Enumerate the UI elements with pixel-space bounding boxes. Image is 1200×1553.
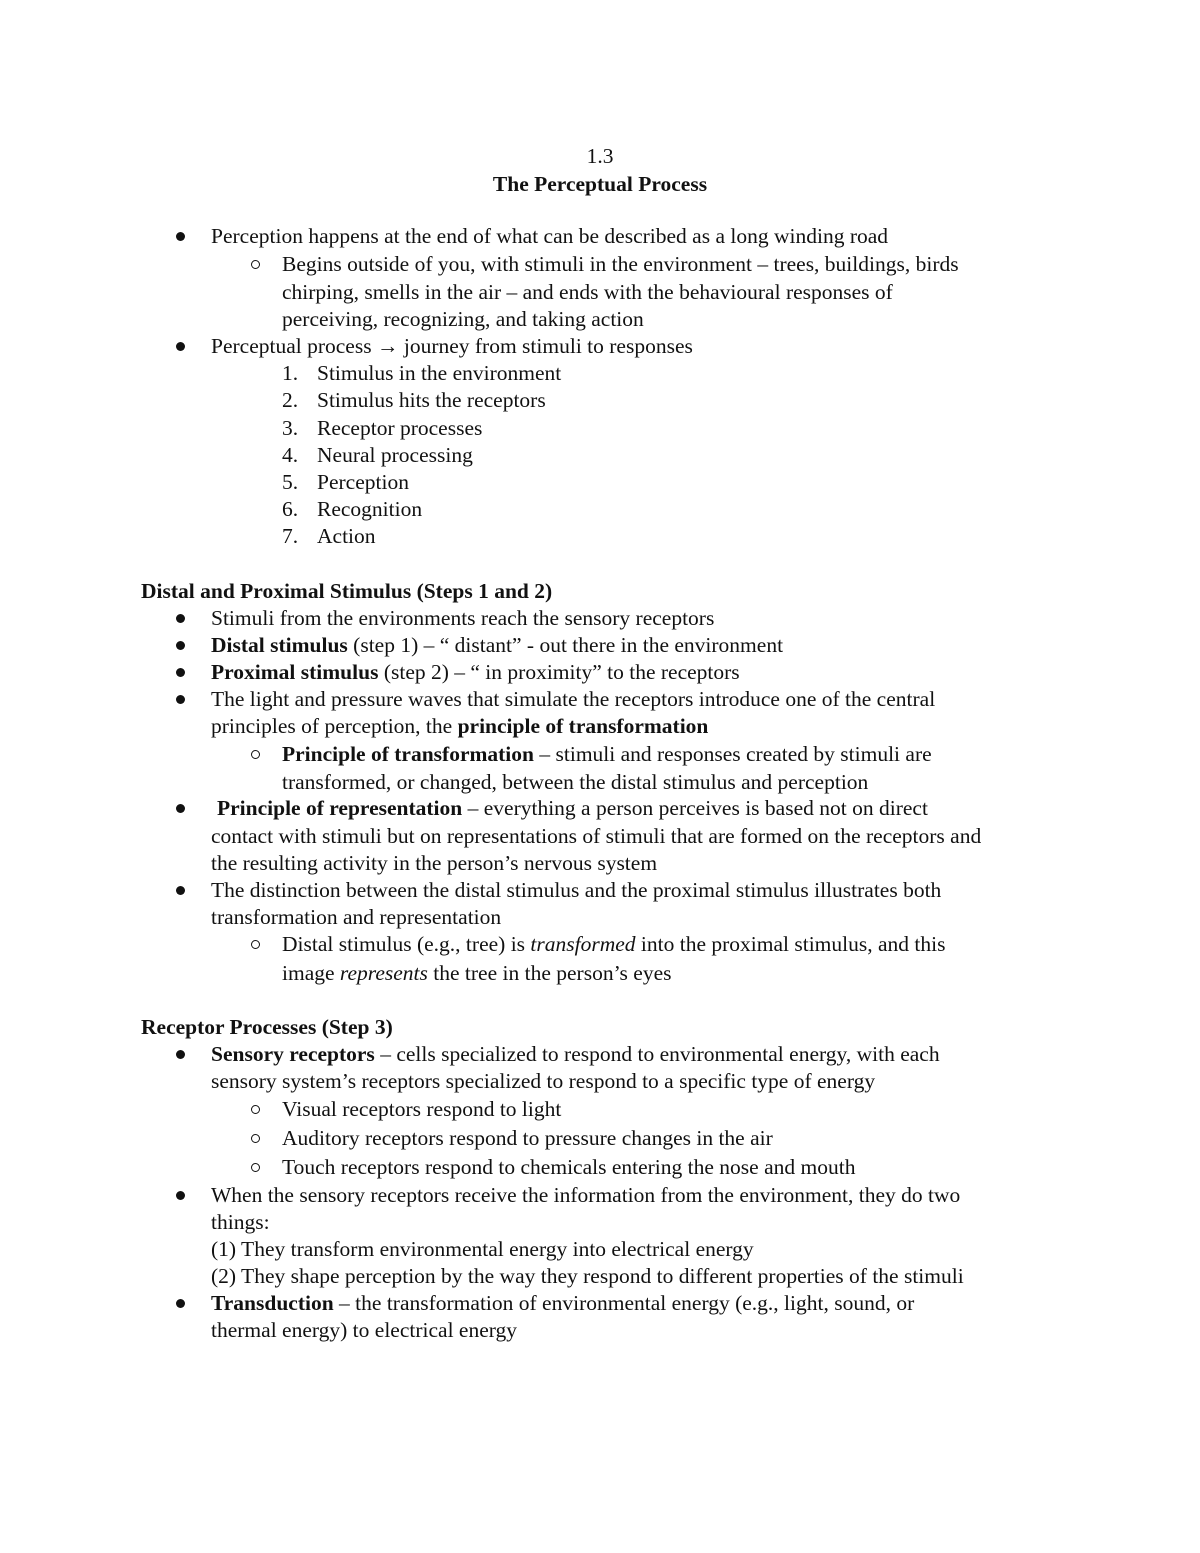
page-title: The Perceptual Process — [492, 172, 708, 196]
step-text: Stimulus hits the receptors — [317, 388, 546, 412]
bullet-icon — [176, 342, 185, 351]
receptor-sub-item: Visual receptors respond to light — [282, 1097, 562, 1121]
sub-bullet-icon — [251, 1163, 260, 1172]
line-text: principles of perception, the — [211, 714, 458, 738]
term-desc: – stimuli and responses created by stimuli are — [534, 742, 932, 766]
bullet-icon — [176, 886, 185, 895]
line-text: into the proximal stimulus, and this — [635, 932, 946, 956]
bullet-icon — [176, 1050, 185, 1059]
sub-bullet-icon — [251, 1105, 260, 1114]
step-number: 3. — [282, 416, 299, 440]
receptor-heading: Receptor Processes (Step 3) — [141, 1015, 393, 1039]
transduction-line-2: thermal energy) to electrical energy — [211, 1318, 518, 1342]
bullet-icon — [176, 232, 185, 241]
term-sensory-receptors: Sensory receptors — [211, 1042, 375, 1066]
term-desc: (step 1) – “ distant” - out there in the environment — [347, 633, 784, 657]
bullet-icon — [176, 1191, 185, 1200]
bullet-icon — [176, 641, 185, 650]
receptor-sub-item: Touch receptors respond to chemicals entering the nose and mouth — [282, 1155, 856, 1179]
bullet-icon — [176, 668, 185, 677]
receptor-bullet-2-line-1: When the sensory receptors receive the information from the environment, they do two — [211, 1183, 961, 1207]
bullet-icon — [176, 1299, 185, 1308]
distal-bullet-2 — [211, 632, 783, 659]
step-number: 7. — [282, 524, 299, 548]
transformation-def-line-2: transformed, or changed, between the distal stimulus and perception — [282, 770, 869, 794]
section-number: 1.3 — [586, 144, 614, 168]
step-text: Receptor processes — [317, 416, 483, 440]
step-number: 1. — [282, 361, 299, 385]
step-number: 4. — [282, 443, 299, 467]
line-text: the tree in the person’s eyes — [427, 961, 672, 985]
term-distal: Distal stimulus — [211, 633, 348, 657]
distinction-sub-line-1 — [282, 931, 945, 958]
sub-bullet-icon — [251, 750, 260, 759]
step-text: Stimulus in the environment — [317, 361, 562, 385]
term-desc: – the transformation of environmental energy (e.g., light, sound, or — [333, 1291, 915, 1315]
receptor-bullet-1-line-2: sensory system’s receptors specialized to respond to a specific type of energy — [211, 1069, 876, 1093]
term-representation: Principle of representation — [217, 796, 463, 820]
representation-line-3: the resulting activity in the person’s nervous system — [211, 851, 658, 875]
line-text: image — [282, 961, 340, 985]
line-text: Distal stimulus (e.g., tree) is — [282, 932, 531, 956]
receptor-bullet-2-line-4: (2) They shape perception by the way they respond to different properties of the stimuli — [211, 1264, 964, 1288]
bullet-icon — [176, 695, 185, 704]
term-desc: (step 2) – “ in proximity” to the receptors — [378, 660, 740, 684]
term-desc: – cells specialized to respond to environmental energy, with each — [374, 1042, 940, 1066]
emphasis-represents: represents — [339, 961, 428, 985]
receptor-bullet-1-line-1 — [211, 1041, 940, 1068]
distal-heading: Distal and Proximal Stimulus (Steps 1 and 2) — [141, 579, 553, 603]
emphasis-transformed: transformed — [530, 932, 636, 956]
term-transduction: Transduction — [211, 1291, 334, 1315]
receptor-sub-item: Auditory receptors respond to pressure changes in the air — [282, 1126, 773, 1150]
intro-sub-line-1: Begins outside of you, with stimuli in the environment – trees, buildings, birds — [282, 252, 959, 276]
step-text: Perception — [317, 470, 409, 494]
distinction-sub-line-2 — [282, 960, 672, 987]
receptor-bullet-2-line-3: (1) They transform environmental energy into electrical energy — [211, 1237, 754, 1261]
sub-bullet-icon — [251, 1134, 260, 1143]
term-transformation: principle of transformation — [457, 714, 709, 738]
representation-line-1 — [217, 795, 928, 822]
intro-bullet-1: Perception happens at the end of what can be described as a long winding road — [211, 224, 889, 248]
term-transformation-def: Principle of transformation — [282, 742, 534, 766]
sub-bullet-icon — [251, 940, 260, 949]
step-text: Neural processing — [317, 443, 473, 467]
perceptual-process-desc: journey from stimuli to responses — [403, 334, 693, 358]
intro-sub-line-3: perceiving, recognizing, and taking action — [282, 307, 644, 331]
sub-bullet-icon — [251, 260, 260, 269]
term-proximal: Proximal stimulus — [211, 660, 379, 684]
representation-line-2: contact with stimuli but on representations of stimuli that are formed on the receptors and — [211, 824, 982, 848]
arrow-right-icon: → — [376, 334, 399, 358]
bullet-icon — [176, 804, 185, 813]
intro-sub-line-2: chirping, smells in the air – and ends with the behavioural responses of — [282, 280, 893, 304]
term-desc: – everything a person perceives is based not on direct — [462, 796, 928, 820]
transduction-line-1 — [211, 1290, 914, 1317]
transformation-def-line-1 — [282, 741, 932, 768]
distinction-line-2: transformation and representation — [211, 905, 502, 929]
step-number: 2. — [282, 388, 299, 412]
step-number: 5. — [282, 470, 299, 494]
receptor-bullet-2-line-2: things: — [211, 1210, 270, 1234]
step-text: Action — [317, 524, 376, 548]
distal-bullet-4-line-1: The light and pressure waves that simulate the receptors introduce one of the central — [211, 687, 936, 711]
perceptual-process-label: Perceptual process — [211, 334, 372, 358]
step-text: Recognition — [317, 497, 423, 521]
distal-bullet-3 — [211, 659, 740, 686]
distal-bullet-1: Stimuli from the environments reach the sensory receptors — [211, 606, 715, 630]
intro-bullet-2 — [211, 333, 693, 360]
bullet-icon — [176, 614, 185, 623]
distinction-line-1: The distinction between the distal stimulus and the proximal stimulus illustrates both — [211, 878, 942, 902]
step-number: 6. — [282, 497, 299, 521]
distal-bullet-4-line-2 — [211, 713, 708, 740]
